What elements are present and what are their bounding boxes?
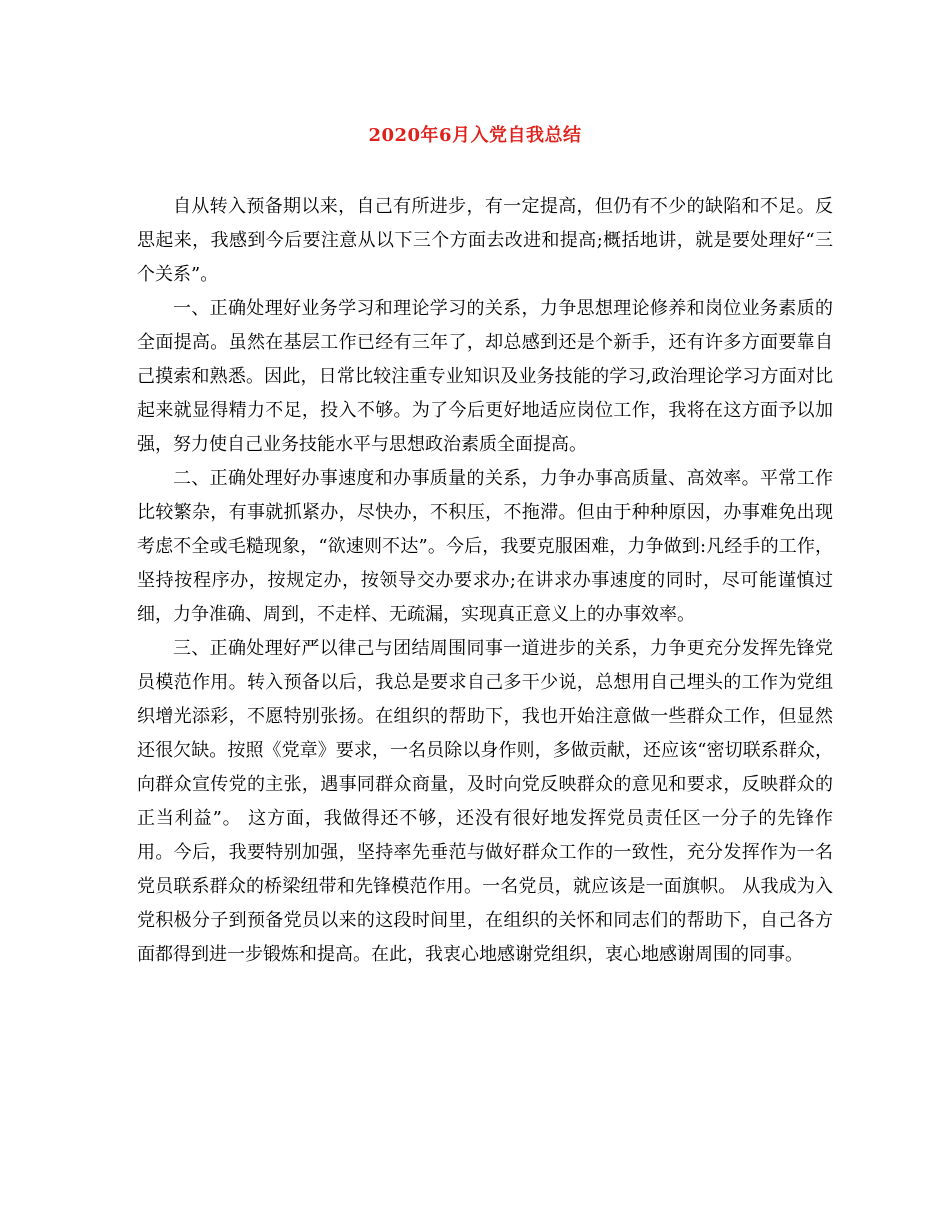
document-body (137, 190, 833, 972)
paragraph-relation-two: 二、正确处理好办事速度和办事质量的关系，力争办事高质量、高效率。平常工作比较繁杂，有事就抓紧办，尽快办，不积压，不拖滞。但由于种种原因，办事难免出现考虑不全或毛糙现象，“欲速则不达”。今后，我要克服困难，力争做到:凡经手的工作，坚持按程序办，按规定办，按领导交办要求办;在讲求办事速度的同时，尽可能谨慎过细，力争准确、周到，不走样、无疏漏，实现真正意义上的办事效率。 (137, 468, 833, 625)
paragraph-relation-one: 一、正确处理好业务学习和理论学习的关系，力争思想理论修养和岗位业务素质的全面提高。虽然在基层工作已经有三年了，却总感到还是个新手，还有许多方面要靠自己摸索和熟悉。因此，日常比较注重专业知识及业务技能的学习,政治理论学习方面对比起来就显得精力不足，投入不够。为了今后更好地适应岗位工作，我将在这方面予以加强，努力使自己业务技能水平与思想政治素质全面提高。 (137, 298, 833, 455)
paragraph-relation-three: 三、正确处理好严以律己与团结周围同事一道进步的关系，力争更充分发挥先锋党员模范作用。转入预备以后，我总是要求自己多干少说，总想用自己埋头的工作为党组织增光添彩，不愿特别张扬。在组织的帮助下，我也开始注意做一些群众工作，但显然还很欠缺。按照《党章》要求，一名员除以身作则，多做贡献，还应该“密切联系群众，向群众宣传党的主张，遇事同群众商量，及时向党反映群众的意见和要求，反映群众的正当利益”。 这方面，我做得还不够，还没有很好地发挥党员责任区一分子的先锋作用。今后，我要特别加强，坚持率先垂范与做好群众工作的一致性，充分发挥作为一名党员联系群众的桥梁纽带和先锋模范作用。一名党员，就应该是一面旗帜。 从我成为入党积极分子到预备党员以来的这段时间里，在组织的关怀和同志们的帮助下，自己各方面都得到进一步锻炼和提高。在此，我衷心地感谢党组织，衷心地感谢周围的同事。 (137, 638, 833, 965)
document-title: 2020年6月入党自我总结 (368, 125, 582, 146)
paragraph-intro: 自从转入预备期以来，自己有所进步，有一定提高，但仍有不少的缺陷和不足。反思起来，我感到今后要注意从以下三个方面去改进和提高;概括地讲，就是要处理好“三个关系”。 (137, 196, 833, 285)
